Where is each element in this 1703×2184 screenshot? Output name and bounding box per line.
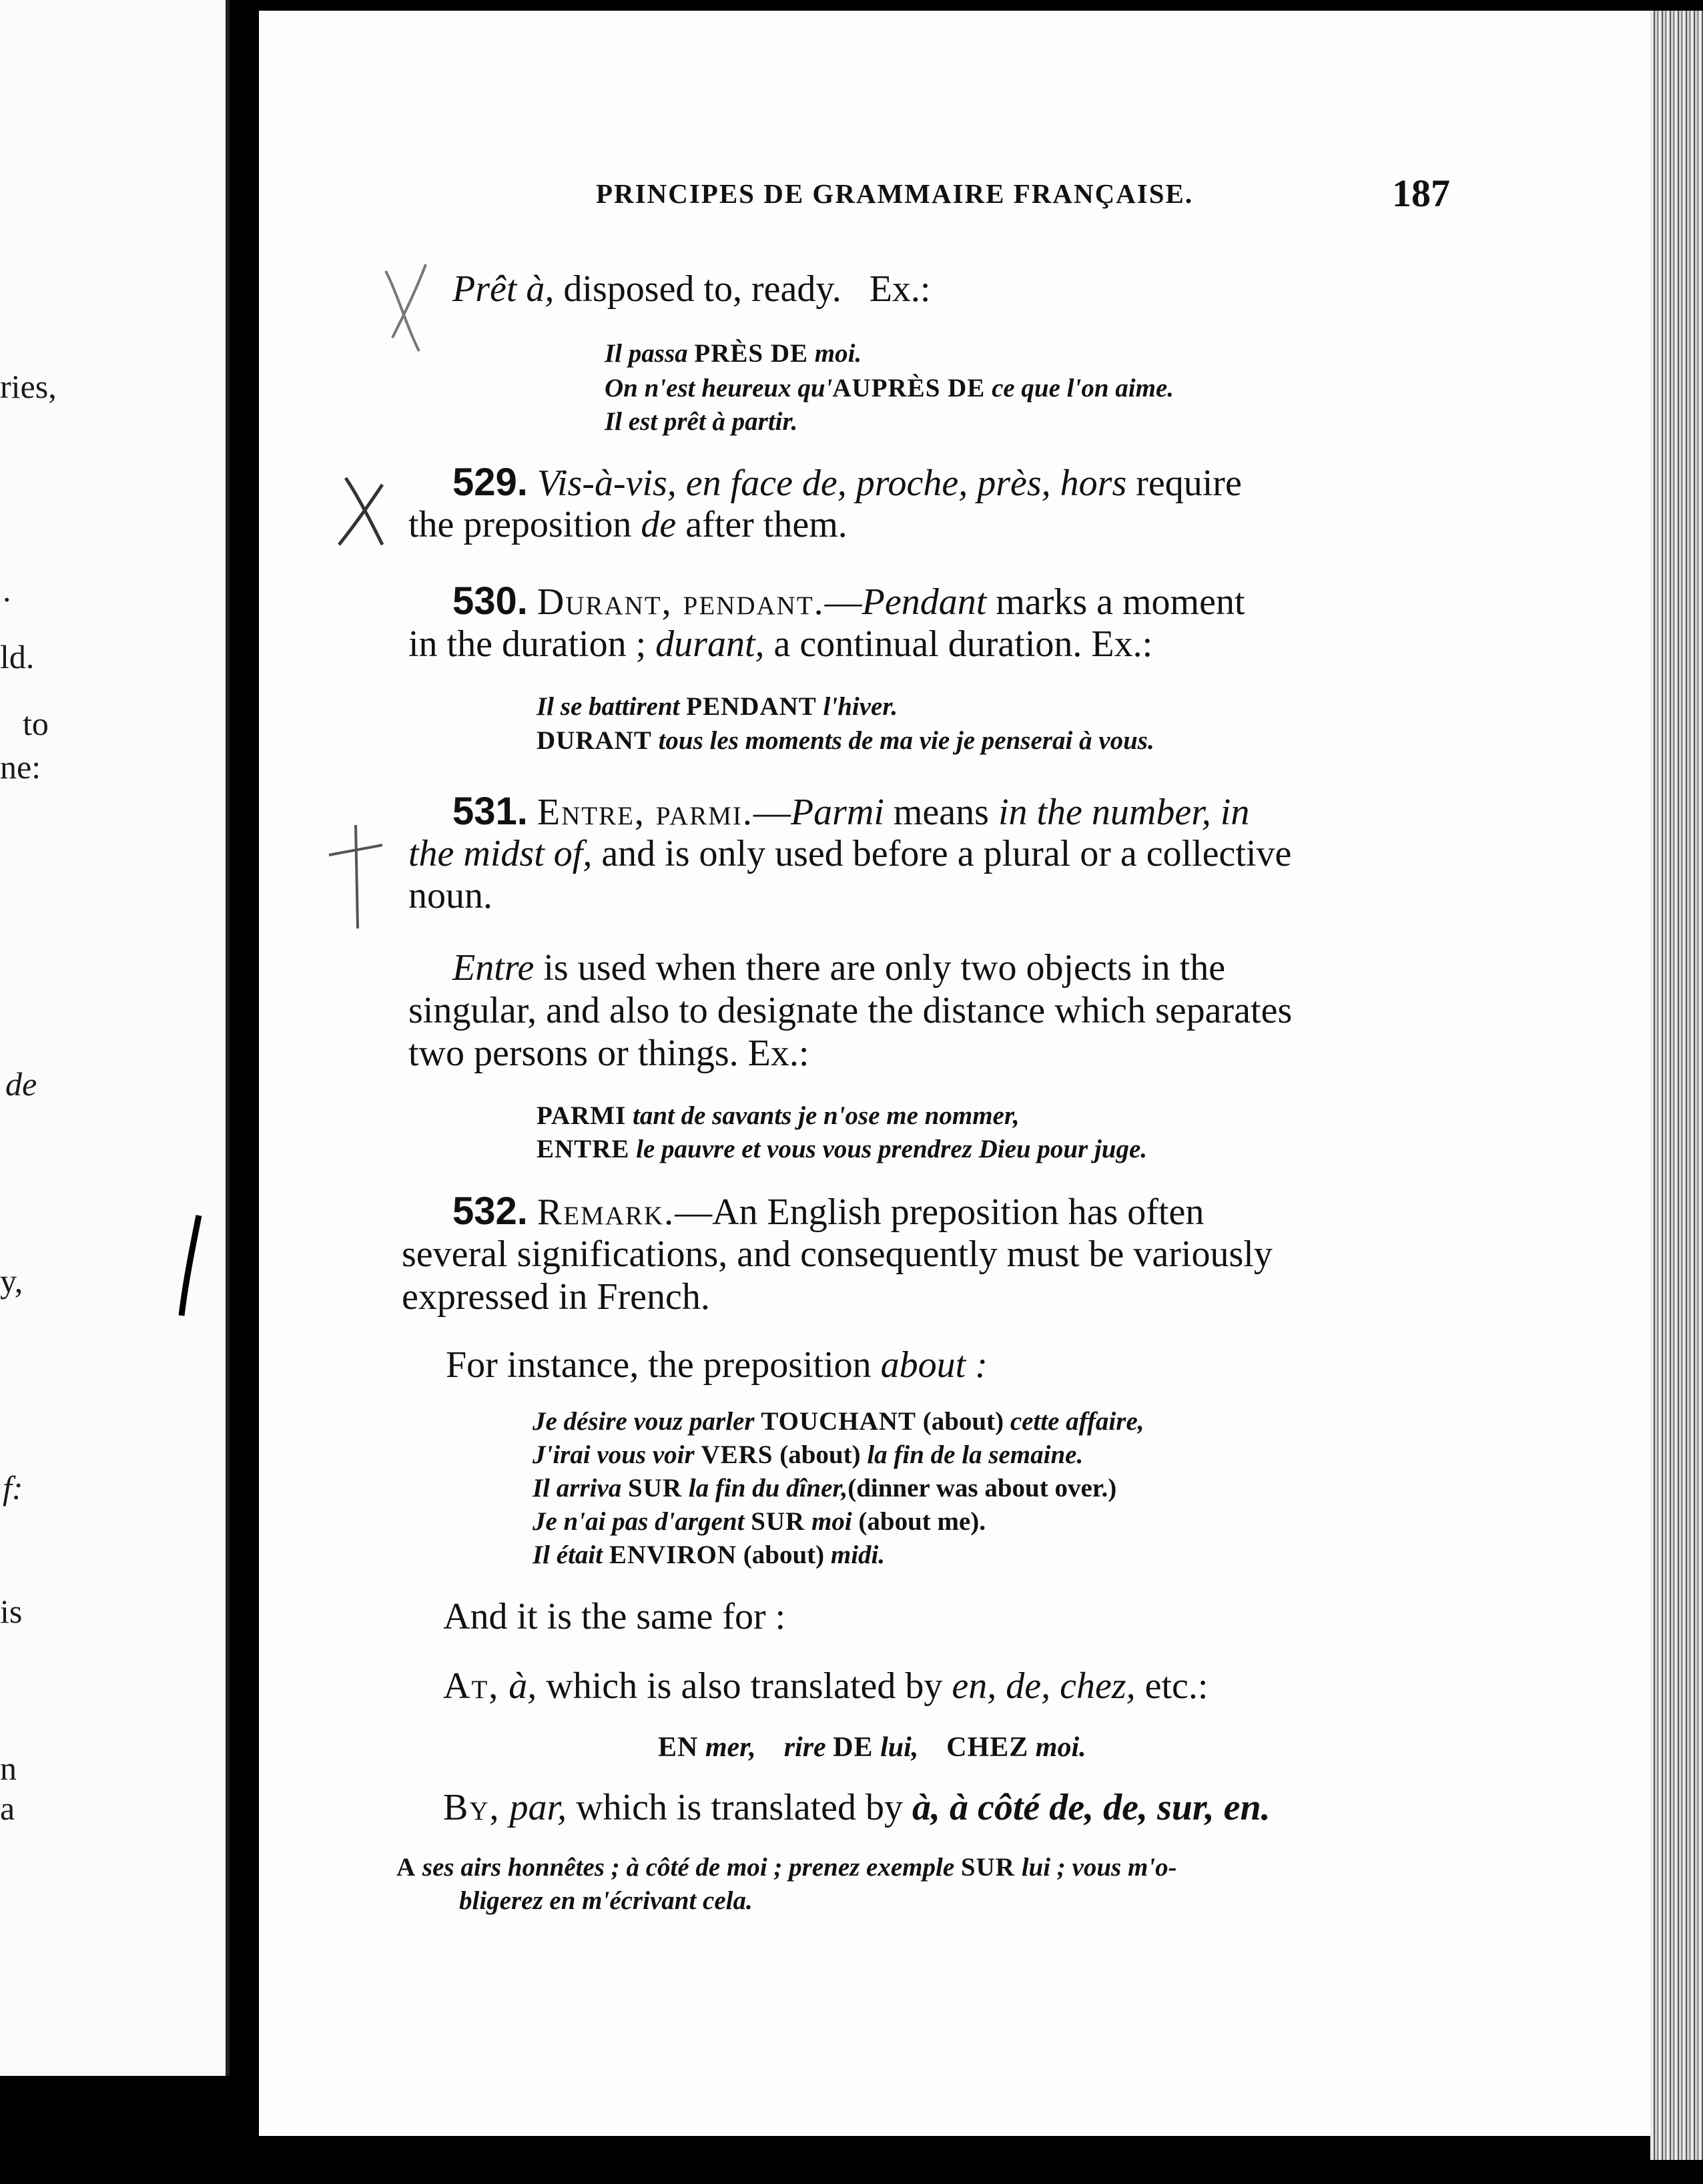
left-facing-page xyxy=(0,0,230,2076)
pencil-cross-mark xyxy=(326,818,386,932)
section-number: 529. xyxy=(452,461,528,504)
section-529-line2: the preposition de after them. xyxy=(408,504,847,545)
example-line: Il arriva SUR la fin du dîner,(dinner was about over.) xyxy=(533,1474,1117,1503)
section-532-line3: expressed in French. xyxy=(402,1276,710,1318)
example-line: On n'est heureux qu'AUPRÈS DE ce que l'on aime. xyxy=(605,374,1174,402)
pret-line: Prêt à, disposed to, ready. Ex.: xyxy=(452,268,931,310)
section-531-line3: noun. xyxy=(408,875,492,916)
section-530-line1: 530. Durant, pendant.—Pendant marks a moment xyxy=(452,579,1245,623)
section-number: 530. xyxy=(452,579,528,623)
example-line: PARMI tant de savants je n'ose me nommer, xyxy=(537,1101,1020,1130)
book-page xyxy=(259,11,1650,2136)
section-531-line2: the midst of, and is only used before a plural or a collective xyxy=(408,833,1292,874)
left-fragment: to xyxy=(23,705,49,742)
page-number: 187 xyxy=(1392,172,1450,215)
left-fragment: is xyxy=(0,1593,23,1630)
section-531-line1: 531. Entre, parmi.—Parmi means in the number, in xyxy=(452,790,1250,833)
section-532-line2: several significations, and consequently must be variously xyxy=(402,1234,1273,1275)
left-fragment: ne: xyxy=(0,748,41,786)
left-fragment: de xyxy=(5,1065,37,1103)
example-line: Je désire vouz parler TOUCHANT (about) cette affaire, xyxy=(533,1407,1144,1436)
example-line: EN mer, rire DE lui, CHEZ moi. xyxy=(658,1732,1086,1763)
left-fragment: a xyxy=(0,1790,15,1827)
same-line: And it is the same for : xyxy=(443,1596,786,1637)
section-number: 532. xyxy=(452,1189,528,1233)
example-line: bligerez en m'écrivant cela. xyxy=(459,1886,753,1915)
example-line: Il se battirent PENDANT l'hiver. xyxy=(537,692,898,721)
at-line: At, à, which is also translated by en, de, chez, etc.: xyxy=(443,1665,1209,1707)
left-fragment: f: xyxy=(3,1469,23,1507)
example-line: ENTRE le pauvre et vous vous prendrez Dieu pour juge. xyxy=(537,1135,1148,1163)
example-line: Je n'ai pas d'argent SUR moi (about me). xyxy=(533,1507,986,1536)
pencil-x-mark xyxy=(332,471,392,551)
running-head: PRINCIPES DE GRAMMAIRE FRANÇAISE. xyxy=(596,178,1194,209)
left-fragment: ries, xyxy=(0,368,57,405)
example-line: Il passa PRÈS DE moi. xyxy=(605,339,862,368)
pencil-stroke-mark xyxy=(172,1209,212,1322)
by-line: By, par, which is translated by à, à côté de, de, sur, en. xyxy=(443,1787,1271,1828)
example-line: Il est prêt à partir. xyxy=(605,407,798,436)
example-line: A ses airs honnêtes ; à côté de moi ; prenez exemple SUR lui ; vous m'o- xyxy=(396,1853,1177,1882)
left-fragment: n xyxy=(0,1749,17,1787)
entre-line2: singular, and also to designate the distance which separates xyxy=(408,990,1293,1031)
example-line: Il était ENVIRON (about) midi. xyxy=(533,1541,886,1569)
pencil-x-mark xyxy=(379,258,439,358)
page-edge xyxy=(1650,11,1703,2160)
section-530-line2: in the duration ; durant, a continual duration. Ex.: xyxy=(408,623,1153,665)
section-532-line1: 532. Remark.—An English preposition has often xyxy=(452,1189,1205,1233)
example-line: J'irai vous voir VERS (about) la fin de la semaine. xyxy=(533,1440,1084,1469)
section-529-line1: 529. Vis-à-vis, en face de, proche, près, hors require xyxy=(452,461,1242,504)
example-line: DURANT tous les moments de ma vie je penserai à vous. xyxy=(537,726,1154,755)
left-fragment: y, xyxy=(0,1262,23,1300)
section-number: 531. xyxy=(452,790,528,833)
left-fragment: ld. xyxy=(0,638,35,675)
entre-line3: two persons or things. Ex.: xyxy=(408,1033,809,1074)
left-fragment: . xyxy=(3,571,11,609)
entre-line1: Entre is used when there are only two objects in the xyxy=(452,947,1226,989)
instance-line: For instance, the preposition about : xyxy=(446,1344,988,1386)
